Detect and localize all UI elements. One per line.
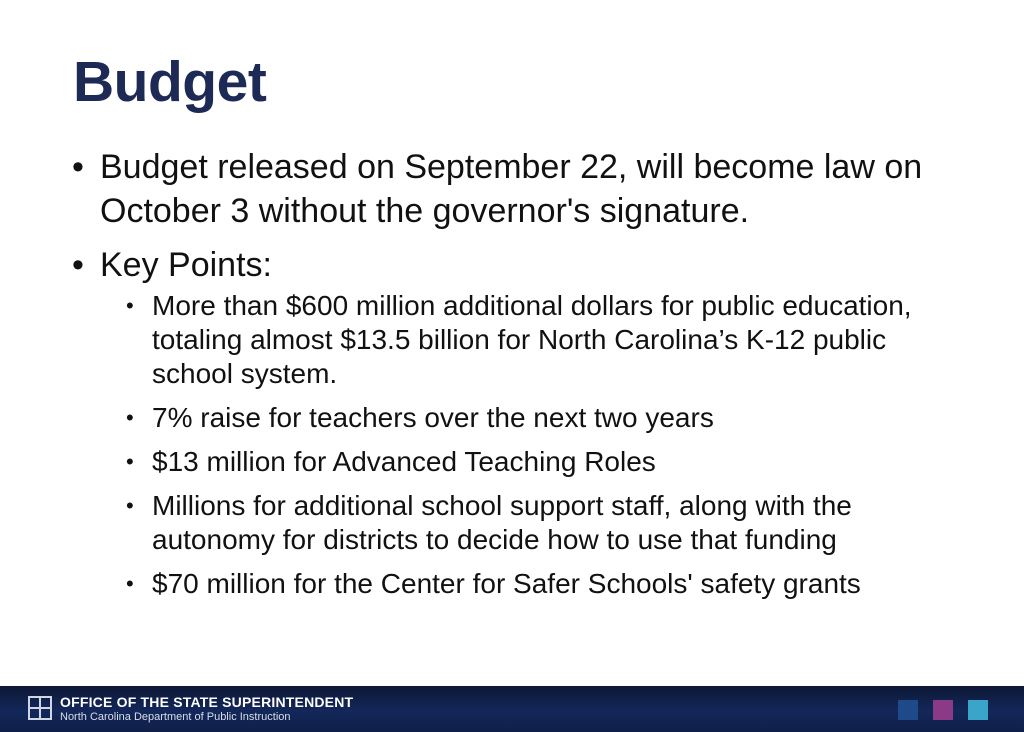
sub-bullet-marker: •	[126, 449, 134, 474]
footer-org-name: OFFICE OF THE STATE SUPERINTENDENT	[60, 694, 354, 710]
key-points-list	[72, 289, 1012, 601]
bullet-key-points	[72, 243, 1012, 287]
sub-bullet-text: $13 million for Advanced Teaching Roles	[152, 446, 656, 477]
bullet-text: Key Points:	[100, 246, 272, 284]
sub-bullet-marker: •	[126, 293, 134, 318]
footer-bar	[0, 686, 1024, 732]
bullet-marker: •	[72, 246, 84, 284]
sub-bullet-text: 7% raise for teachers over the next two years	[152, 402, 714, 433]
decorative-square-blue	[898, 700, 918, 720]
footer-dept-name: North Carolina Department of Public Instruction	[60, 711, 291, 723]
sub-bullet-text: Millions for additional school support staff, along with the autonomy for districts to decide how to use that funding	[152, 490, 852, 555]
sub-bullet-item	[126, 289, 1012, 391]
sub-bullet-text: More than $600 million additional dollars for public education, totaling almost $13.5 billion for North Carolina’s K-12 public school system.	[152, 290, 912, 389]
sub-bullet-marker: •	[126, 405, 134, 430]
sub-bullet-item	[126, 489, 1012, 557]
bullet-budget-release	[72, 145, 1012, 233]
sub-bullet-marker: •	[126, 571, 134, 596]
bullet-text: Budget released on September 22, will become law on October 3 without the governor's signature.	[100, 148, 923, 230]
sub-bullet-item	[126, 445, 1012, 479]
slide-content	[72, 145, 1012, 611]
sub-bullet-item	[126, 567, 1012, 601]
sub-bullet-item	[126, 401, 1012, 435]
bullet-marker: •	[72, 148, 84, 186]
sub-bullet-text: $70 million for the Center for Safer Schools' safety grants	[152, 568, 861, 599]
sub-bullet-marker: •	[126, 493, 134, 518]
decorative-square-purple	[933, 700, 953, 720]
slide-title: Budget	[73, 50, 267, 114]
decorative-square-cyan	[968, 700, 988, 720]
nc-seal-icon	[28, 696, 52, 720]
